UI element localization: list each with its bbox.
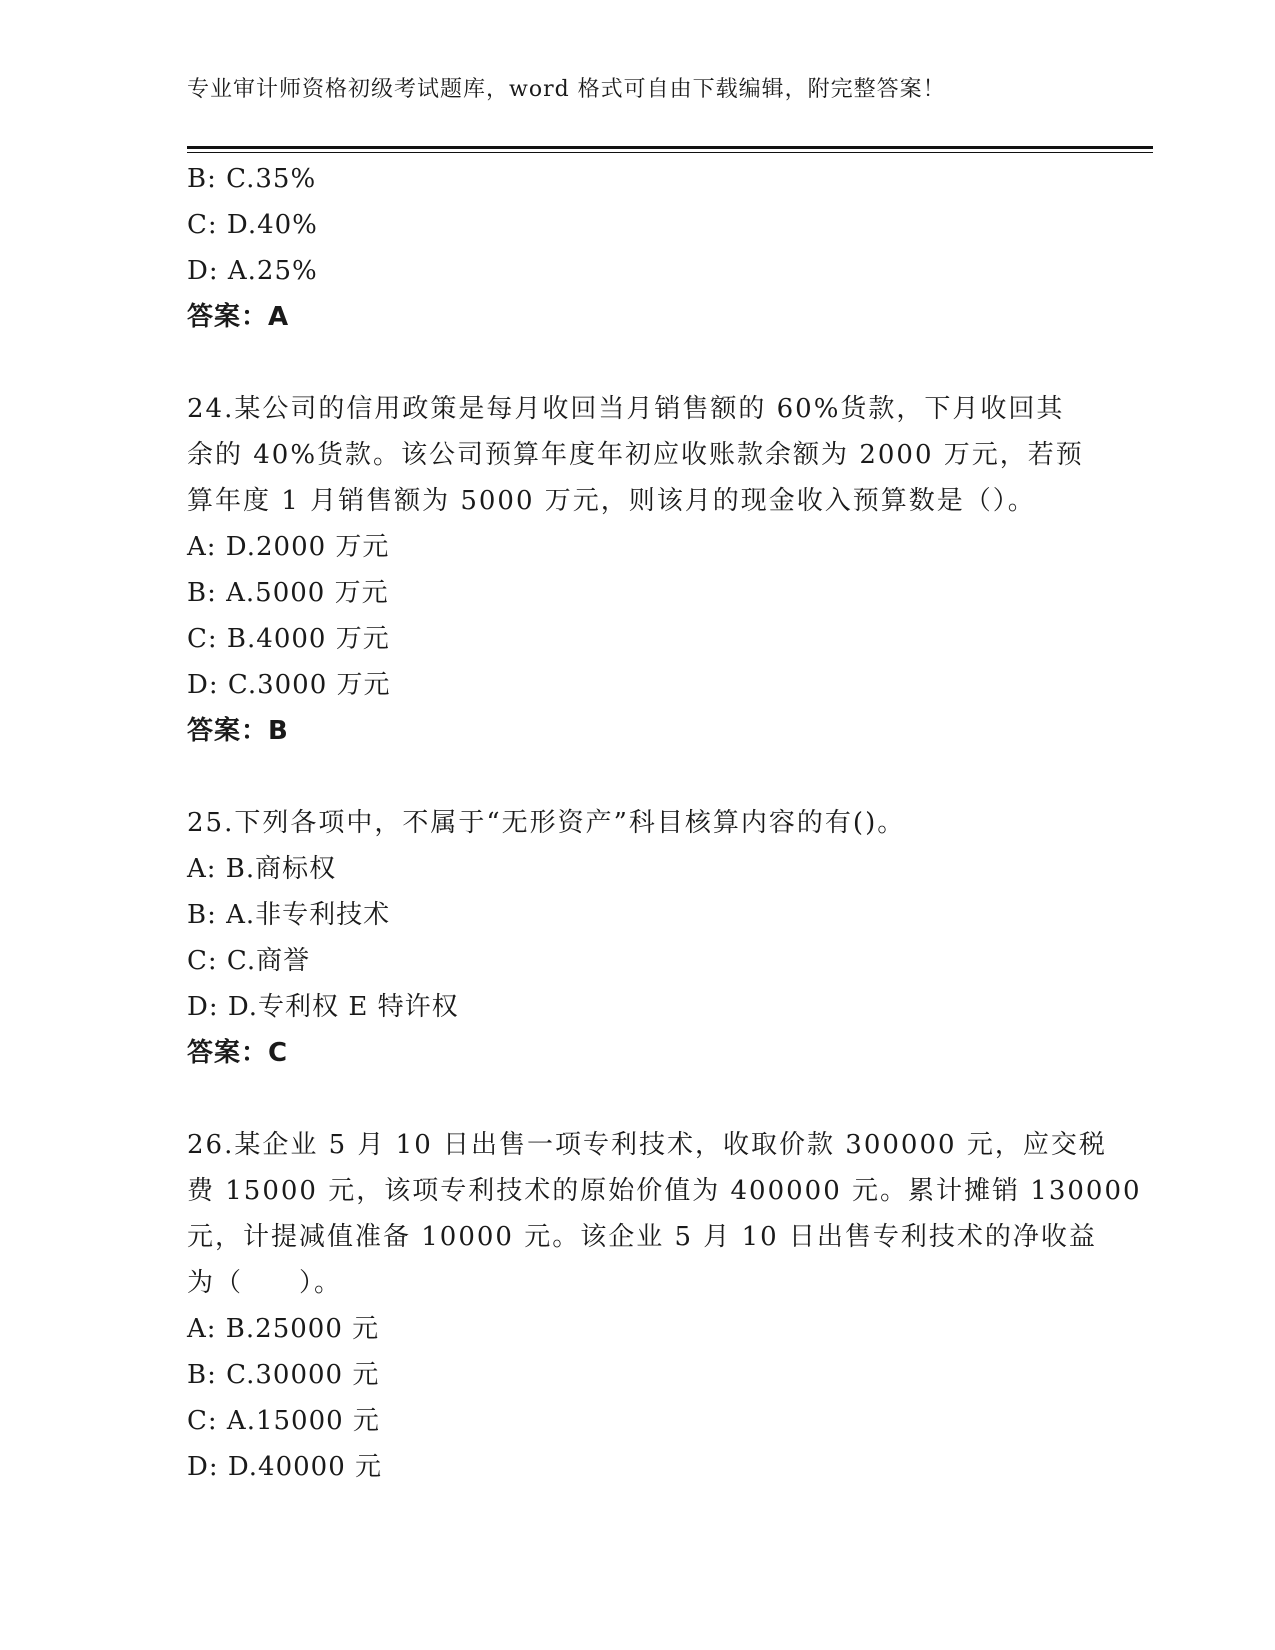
question-26 — [187, 1122, 1142, 1490]
option-a: A: B.商标权 — [187, 854, 337, 884]
answer-label: 答案：C — [187, 1038, 289, 1068]
page-header: 专业审计师资格初级考试题库，word 格式可自由下载编辑，附完整答案！ — [187, 77, 946, 102]
option-d: D: D.专利权 E 特许权 — [187, 992, 459, 1022]
option-b: B: C.35% — [187, 164, 317, 194]
option-d: D: A.25% — [187, 256, 318, 286]
question-text-line: 24.某公司的信用政策是每月收回当月销售额的 60%货款，下月收回其 — [187, 394, 1065, 424]
question-25 — [187, 800, 1087, 1076]
option-d: D: D.40000 元 — [187, 1452, 383, 1482]
spacer — [187, 754, 1087, 800]
question-text-line: 25.下列各项中，不属于“无形资产”科目核算内容的有()。 — [187, 808, 906, 838]
answer-label: 答案：B — [187, 716, 289, 746]
question-24 — [187, 386, 1087, 754]
question-text-line: 26.某企业 5 月 10 日出售一项专利技术，收取价款 300000 元，应交税 — [187, 1130, 1107, 1160]
question-text-line: 算年度 1 月销售额为 5000 万元，则该月的现金收入预算数是（）。 — [187, 486, 1036, 516]
question-23-tail — [187, 156, 1087, 340]
question-text-line: 费 15000 元，该项专利技术的原始价值为 400000 元。累计摊销 130000 — [187, 1176, 1142, 1206]
question-text-line: 余的 40%货款。该公司预算年度年初应收账款余额为 2000 万元，若预 — [187, 440, 1084, 470]
option-b: B: C.30000 元 — [187, 1360, 380, 1390]
answer-label: 答案：A — [187, 302, 290, 332]
spacer — [187, 340, 1087, 386]
option-d: D: C.3000 万元 — [187, 670, 391, 700]
option-c: C: A.15000 元 — [187, 1406, 380, 1436]
option-c: C: C.商誉 — [187, 946, 311, 976]
header-rule-thin — [187, 152, 1153, 153]
question-text-line: 为（ ）。 — [187, 1268, 343, 1298]
document-body — [187, 156, 1142, 1490]
option-b: B: A.非专利技术 — [187, 900, 391, 930]
option-a: A: D.2000 万元 — [187, 532, 390, 562]
option-c: C: B.4000 万元 — [187, 624, 390, 654]
spacer — [187, 1076, 1087, 1122]
header-rule-thick — [187, 146, 1153, 149]
option-c: C: D.40% — [187, 210, 318, 240]
question-text-line: 元，计提减值准备 10000 元。该企业 5 月 10 日出售专利技术的净收益 — [187, 1222, 1097, 1252]
option-b: B: A.5000 万元 — [187, 578, 389, 608]
option-a: A: B.25000 元 — [187, 1314, 380, 1344]
